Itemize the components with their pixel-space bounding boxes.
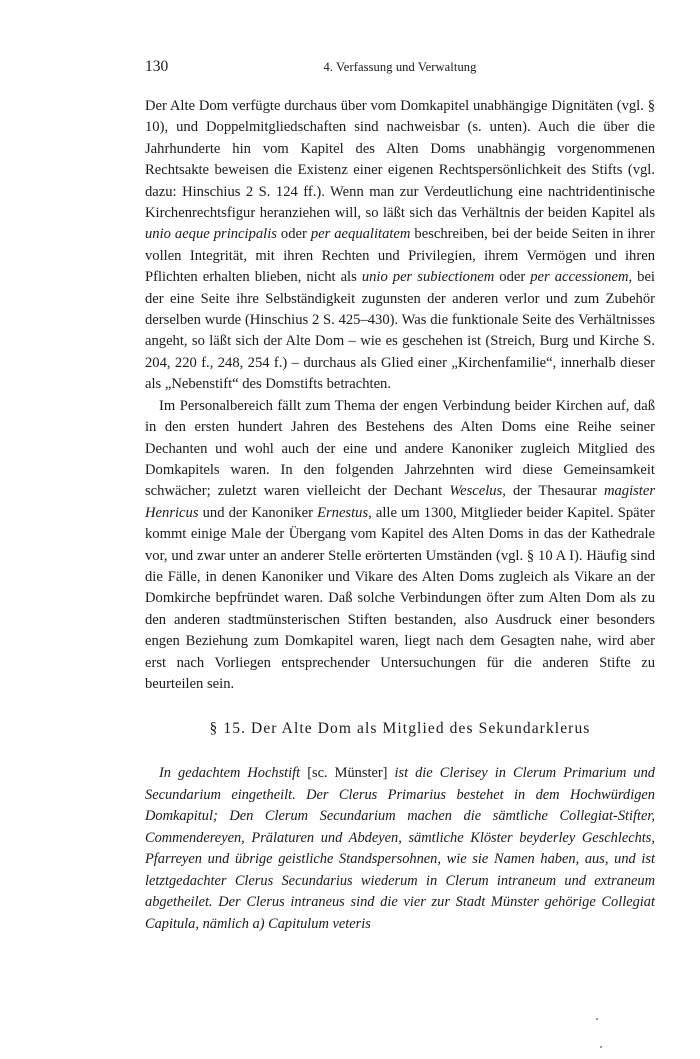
person-name: Ernestus [317,504,369,521]
latin-term: unio per subiectionem [361,269,495,286]
running-head: 4. Verfassung und Verwaltung [323,60,477,74]
text-run: Der Alte Dom verfügte durchaus über vom Domkapitel unabhängige Dignitäten (vgl. § 10), und Doppelmitgliedschaften sind nachweisbar (s. unten). Auch die über die Jahrhunderte hin vom Kapitel des Alten Doms unabhängig vorgenommenen Rechtsakte beweisen die Existenz einer eigenen Rechtspersönlichkeit des Stifts (vgl. dazu: Hinschius 2 S. 124 ff.). Wenn man zur Verdeutlichung eine nachtridentinische Kirchenrechtsfigur heranziehen will, so läßt sich das Verhältnis der beiden Kapitel als [145,98,655,222]
person-name: magister Henricus [145,483,656,521]
text-run: und der Kanoniker [198,504,318,521]
page-header [145,58,655,78]
text-run: oder [494,269,531,286]
quote-text: In gedachtem Hochstift [159,765,308,781]
editorial-insertion: [sc. Münster] [307,765,388,781]
section-heading: § 15. Der Alte Dom als Mitglied des Sekundarklerus [209,720,591,737]
scan-speck [600,1046,602,1048]
quote-block [145,763,655,935]
text-run: , der Thesaurar [502,483,604,500]
text-run: Im Personalbereich fällt zum Thema der engen Verbindung beider Kirchen auf, daß in den ersten hundert Jahren des Bestehens des Alten Doms eine Reihe seiner Dechanten und wohl auch der eine und andere Kanoniker zugleich Mitglied des Domkapitels waren. In den folgenden Jahrzehnten wird diese Gemeinsamkeit schwächer; zuletzt waren vielleicht der Dechant [145,397,655,500]
body-text [145,96,655,695]
person-name: Wescelus [449,483,503,500]
paragraph-2 [145,396,655,696]
paragraph-1 [145,96,655,396]
scan-speck [596,1018,598,1020]
latin-term: per accessionem [530,269,629,286]
text-run: beschreiben, bei der beide Seiten in ihrer vollen Integrität, mit ihren Rechten und Privilegien, ihrem Vermögen und ihren Pflichten erhalten blieben, nicht als [145,226,655,286]
page-number: 130 [145,58,169,75]
text-run: , alle um 1300, Mitglieder beider Kapitel. Später kommt einige Male der Übergang vom Kapitel des Alten Doms in das der Kathedrale vor, und zwar unter an anderer Stelle erörterten Umständen (vgl. § 10 A I). Häufig sind die Fälle, in denen Kanoniker und Vikare des Alten Doms zugleich als Vikare an der Domkirche bepfründet waren. Daß solche Verbindungen öfter zum Alten Dom als zu den anderen stadtmünsterischen Stiften bestanden, also Ausdruck einer besonders engen Beziehung zum Domkapitel waren, liegt nach dem Gesagten nahe, wird aber erst nach Vorliegen entsprechender Untersuchungen für die anderen Stifte zu beurteilen sein. [145,504,656,692]
latin-term: per aequalitatem [310,226,411,243]
text-run: , bei der eine Seite ihre Selbständigkeit zugunsten der anderen verlor und zum Zubehör derselben wurde (Hinschius 2 S. 425–430). Was die funktionale Seite des Verhältnisses angeht, so läßt sich der Alte Dom – wie es geschehen ist (Streich, Burg und Kirche S. 204, 220 f., 248, 254 f.) – durchaus als Glied einer „Kirchenfamilie“, innerhalb dieser als „Nebenstift“ des Domstifts betrachten. [145,269,655,393]
quote-text: ist die Clerisey in Clerum Primarium und Secundarium eingetheilt. Der Clerus Primarius bestehet in dem Hochwürdigen Domkapitul; Den Clerum Secundarium machen die sämtliche Collegiat-Stifter, Commendereyen, Prälaturen und Abdeyen, sämtliche Klöster beyderley Geschlechts, Pfarreyen und übrige geistliche Standspersohnen, wie sie Namen haben, aus, und ist letztgedachter Clerus Secundarius wiederum in Clerum intraneum und extraneum abgetheilet. Der Clerus intraneus sind die vier zur Stadt Münster gehörige Collegiat Capitula, nämlich a) Capitulum veteris [145,765,655,932]
latin-term: unio aeque principalis [145,226,277,243]
text-run: oder [276,226,311,243]
